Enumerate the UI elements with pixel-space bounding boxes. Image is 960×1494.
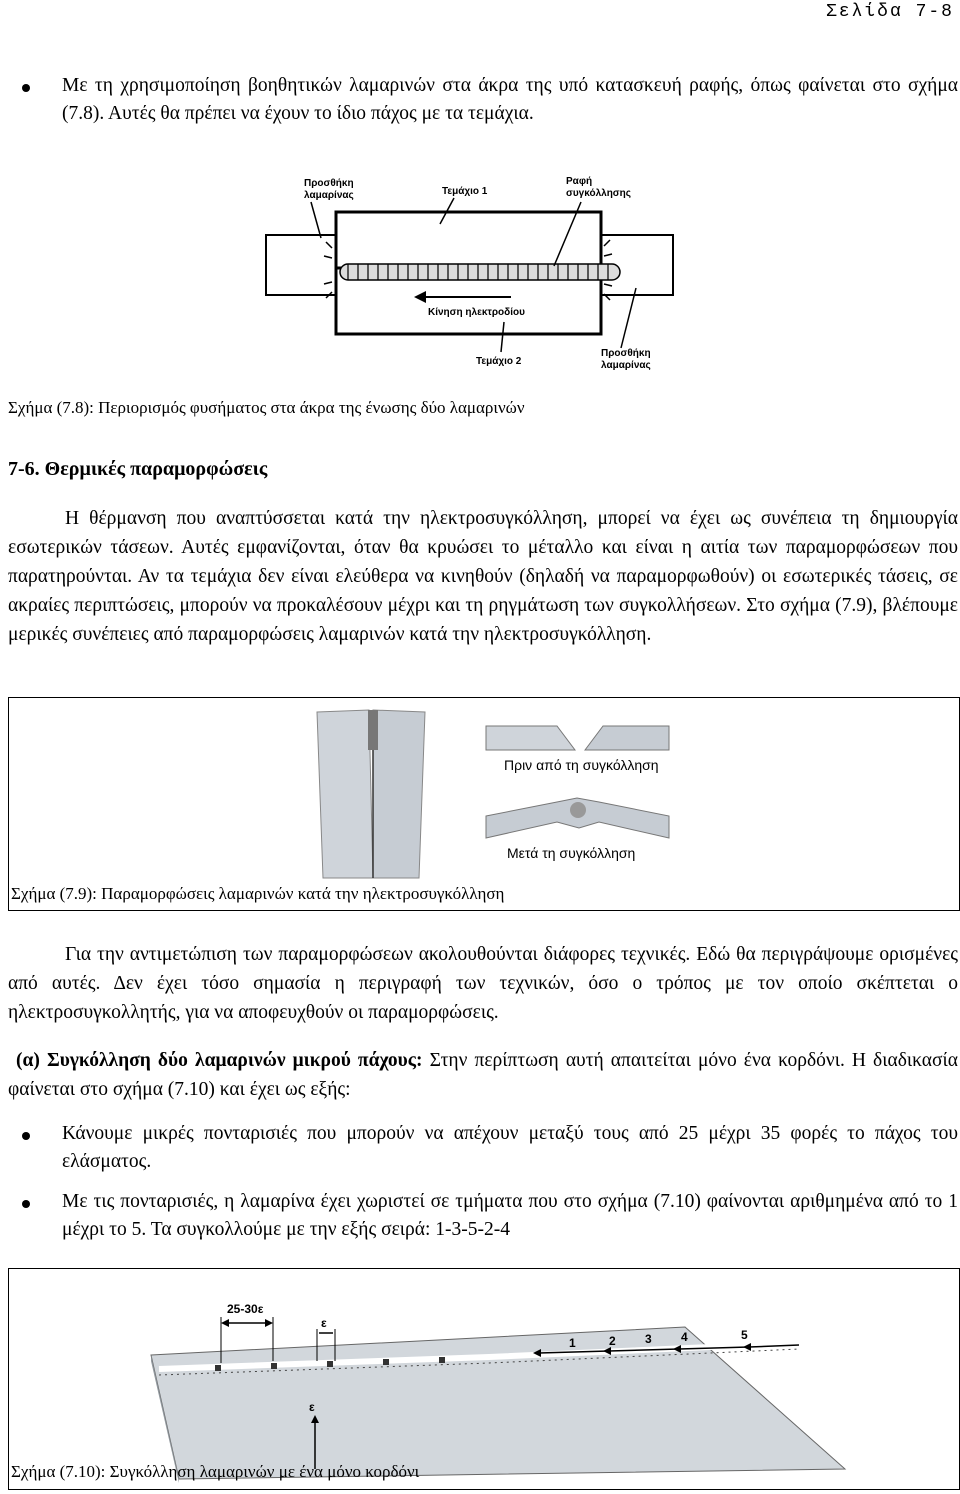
label-seam-2: συγκόλλησης <box>566 188 631 199</box>
bullet-text: Με τις πονταρισιές, η λαμαρίνα έχει χωριστεί σε τμήματα που στο σχήμα (7.10) φαίνονται αριθμημένα από το 1 μέχρι το 5. Τα συγκολλούμε με την εξής σειρά: 1-3-5-2-4 <box>62 1191 958 1240</box>
segment-5: 5 <box>741 1328 748 1342</box>
before-welding-plates <box>486 726 669 750</box>
figure-7-10-caption: Σχήμα (7.10): Συγκόλληση λαμαρινών με ένα μόνο κορδόνι <box>11 1462 420 1481</box>
label-add-plate-top-1: Προσθήκη <box>304 178 354 189</box>
section-heading <box>8 458 267 481</box>
label-piece1: Τεμάχιο 1 <box>442 186 488 197</box>
figure-7-10-diagram <box>9 1269 959 1489</box>
label-after: Μετά τη συγκόλληση <box>507 845 636 861</box>
distorted-plates <box>317 710 425 878</box>
label-add-plate-bottom-2: λαμαρίνας <box>601 360 651 371</box>
paragraph-2: Για την αντιμετώπιση των παραμορφώσεων ακολουθούνται διάφορες τεχνικές. Εδώ θα περιγράψουμε ορισμένες από αυτές. Δεν έχει τόσο σημασία η περιγραφή των τεχνικών, όσο ο τρόπος με τον οποίο σκέπτεται ο ηλεκτροσυγκολλητής, για να αποφευχθούν οι παραμορφώσεις. <box>8 944 958 1023</box>
label-seam-1: Ραφή <box>566 176 593 187</box>
label-add-plate-top-2: λαμαρίνας <box>304 190 354 201</box>
bullet-text: Με τη χρησιμοποίηση βοηθητικών λαμαρινών στα άκρα της υπό κατασκευή ραφής, όπως φαίνεται στο σχήμα (7.8). Αυτές θα πρέπει να έχουν το ίδιο πάχος με τα τεμάχια. <box>62 75 958 124</box>
paragraph-3 <box>8 1046 958 1104</box>
figure-7-8 <box>236 162 720 382</box>
list-item <box>22 1120 958 1176</box>
figure-7-8-diagram <box>236 162 720 382</box>
segment-2: 2 <box>609 1334 616 1348</box>
figure-7-9-caption: Σχήμα (7.9): Παραμορφώσεις λαμαρινών κατά την ηλεκτροσυγκόλληση <box>11 884 505 903</box>
label-eps-top: ε <box>321 1316 327 1330</box>
method-text: Στην περίπτωση αυτή απαιτείται μόνο ένα κορδόνι. Η διαδικασία φαίνεται στο σχήμα (7.10) και έχει ως εξής: <box>8 1050 958 1100</box>
label-piece2: Τεμάχιο 2 <box>476 356 522 367</box>
bullet-text: Κάνουμε μικρές πονταρισιές που μπορούν να απέχουν μεταξύ τους από 25 μέχρι 35 φορές το πάχος του ελάσματος. <box>62 1123 958 1172</box>
after-welding-plates <box>486 798 669 838</box>
segment-3: 3 <box>645 1332 652 1346</box>
method-title: (α) Συγκόλληση δύο λαμαρινών μικρού πάχους: <box>16 1050 423 1071</box>
page-header: Σελίδα 7-8 <box>825 2 954 22</box>
weld-seam <box>340 264 620 280</box>
label-before: Πριν από τη συγκόλληση <box>504 757 659 773</box>
list-item <box>22 72 958 128</box>
figure-7-9-diagram <box>9 698 959 910</box>
figure-7-9 <box>8 697 960 911</box>
section-number: 7-6. <box>8 458 40 480</box>
segment-4: 4 <box>681 1330 688 1344</box>
paragraph-1: Η θέρμανση που αναπτύσσεται κατά την ηλεκτροσυγκόλληση, μπορεί να έχει ως συνέπεια τη δημιουργία εσωτερικών τάσεων. Αυτές εμφανίζονται, όταν θα κρυώσει το μέταλλο και είναι η αιτία των παραμορφώσεων που παρατηρούνται. Αν τα τεμάχια δεν είναι ελεύθερα να κινηθούν (δηλαδή να παραμορφωθούν) οι εσωτερικές τάσεις, σε ακραίες περιπτώσεις, μπορούν να προκαλέσουν μέχρι και τη ρηγμάτωση των συγκολλήσεων. Στο σχήμα (7.9), βλέπουμε μερικές συνέπειες από παραμορφώσεις λαμαρινών κατά την ηλεκτροσυγκόλληση. <box>8 508 958 645</box>
figure-7-10 <box>8 1268 960 1490</box>
label-eps-bottom: ε <box>309 1400 315 1414</box>
figure-7-8-caption: Σχήμα (7.8): Περιορισμός φυσήματος στα άκρα της ένωσης δύο λαμαρινών <box>8 398 525 417</box>
bullet-icon <box>22 84 30 92</box>
plate-top <box>151 1327 845 1479</box>
bullet-icon <box>22 1200 30 1208</box>
label-add-plate-bottom-1: Προσθήκη <box>601 348 651 359</box>
label-electrode: Κίνηση ηλεκτροδίου <box>428 307 525 318</box>
list-item <box>22 1188 958 1244</box>
segment-1: 1 <box>569 1336 576 1350</box>
bullet-icon <box>22 1132 30 1140</box>
label-spacing: 25-30ε <box>227 1302 264 1316</box>
section-title: Θερμικές παραμορφώσεις <box>44 458 268 480</box>
